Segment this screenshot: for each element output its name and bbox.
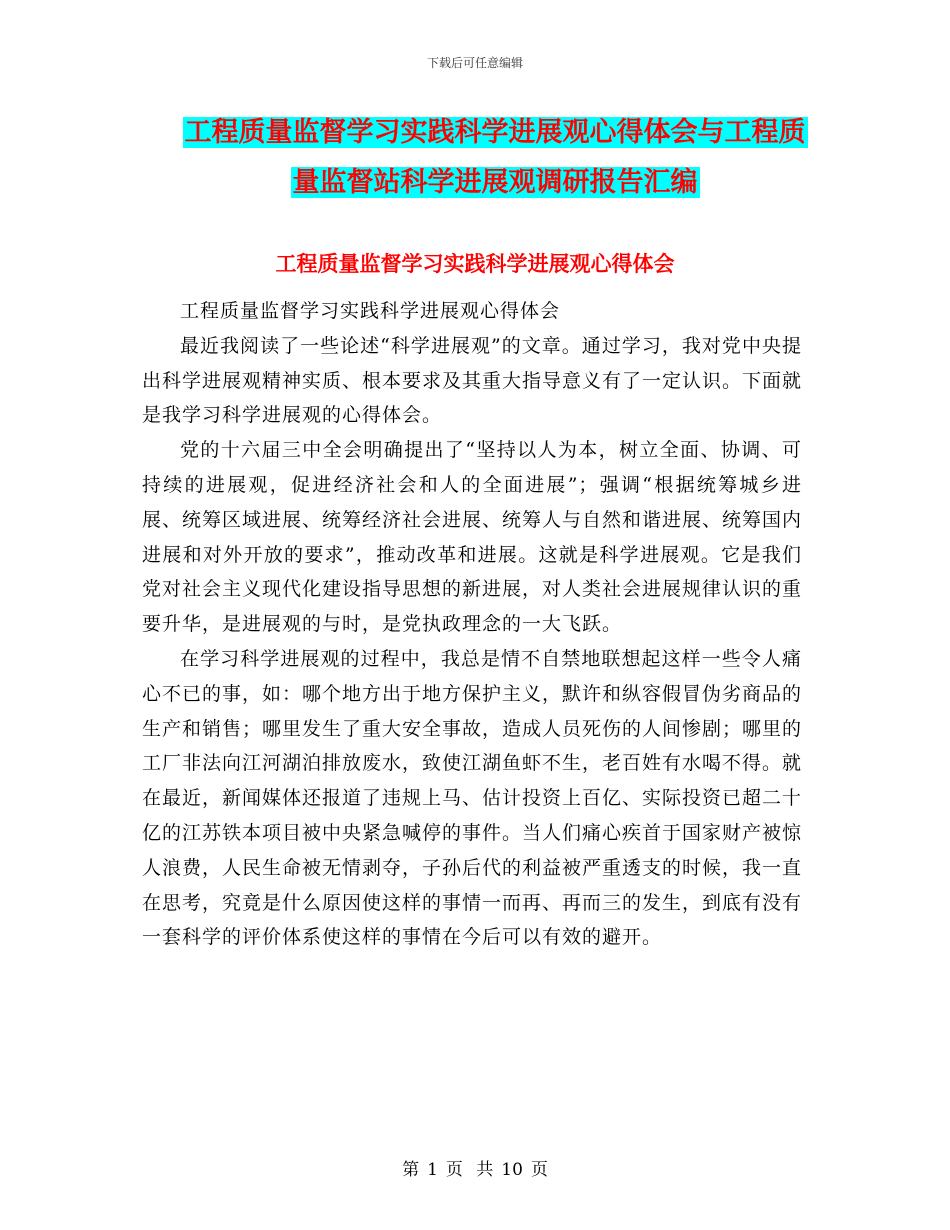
footer-suffix: 页 xyxy=(530,1160,548,1180)
footer-prefix: 第 xyxy=(402,1160,420,1180)
main-title-line1: 工程质量监督学习实践科学进展观心得体会与工程质 xyxy=(184,117,806,148)
main-title-line2: 量监督站科学进展观调研报告汇编 xyxy=(292,167,698,198)
section-title: 工程质量监督学习实践科学进展观心得体会 xyxy=(275,251,675,276)
footer-middle: 页 共 xyxy=(445,1160,494,1180)
footer-page-number: 1 xyxy=(427,1160,438,1180)
main-title xyxy=(150,108,840,208)
page-footer xyxy=(0,1155,950,1180)
paragraph: 工程质量监督学习实践科学进展观心得体会 xyxy=(180,300,561,322)
footer-total-pages: 10 xyxy=(501,1160,523,1180)
paragraph: 党的十六届三中全会明确提出了“坚持以人为本，树立全面、协调、可持续的进展观，促进经济社会和人的全面进展”；强调“根据统筹城乡进展、统筹区域进展、统筹经济社会进展、统筹人与自然和谐进展、统筹国内进展和对外开放的要求”，推动改革和进展。这就是科学进展观。它是我们党对社会主义现代化建设指导思想的新进展，对人类社会进展规律认识的重要升华，是进展观的与时，是党执政理念的一大飞跃。 xyxy=(142,439,803,636)
paragraph: 最近我阅读了一些论述“科学进展观”的文章。通过学习，我对党中央提出科学进展观精神实质、根本要求及其重大指导意义有了一定认识。下面就是我学习科学进展观的心得体会。 xyxy=(142,334,803,427)
header-note: 下载后可任意编辑 xyxy=(426,56,523,70)
paragraph: 在学习科学进展观的过程中，我总是情不自禁地联想起这样一些令人痛心不已的事，如：哪个地方出于地方保护主义，默许和纵容假冒伪劣商品的生产和销售；哪里发生了重大安全事故，造成人员死伤的人间惨剧；哪里的工厂非法向江河湖泊排放废水，致使江湖鱼虾不生，老百姓有水喝不得。就在最近，新闻媒体还报道了违规上马、估计投资上百亿、实际投资已超二十亿的江苏铁本项目被中央紧急喊停的事件。当人们痛心疾首于国家财产被惊人浪费，人民生命被无情剥夺，子孙后代的利益被严重透支的时候，我一直在思考，究竟是什么原因使这样的事情一而再、再而三的发生，到底有没有一套科学的评价体系使这样的事情在今后可以有效的避开。 xyxy=(142,647,803,949)
body-text xyxy=(142,294,802,955)
